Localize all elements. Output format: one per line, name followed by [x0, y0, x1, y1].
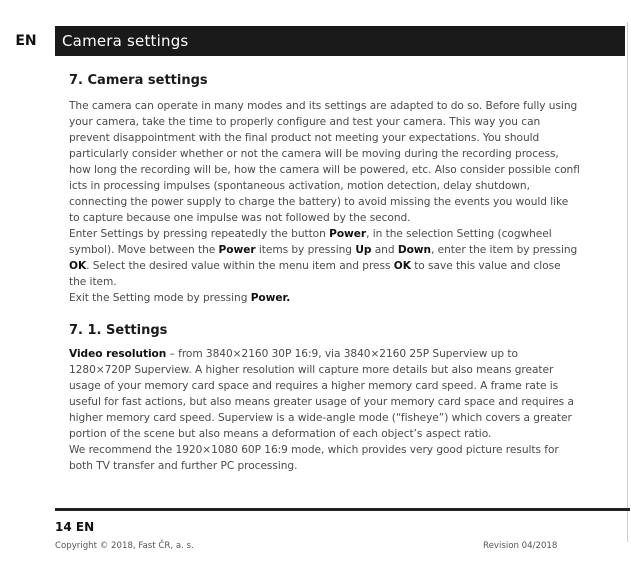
text-run: and [371, 244, 398, 256]
text-run: – from 3840×2160 30P 16:9, via 3840×2160 25P Superview up to 1280×720P Superview. A higher resolution will capture more details but also means greater usage of your memory card space and requires a higher memory card speed. A frame rate is useful for fast actions, but also means greater usage of your memory card space and requires a higher memory card speed. Superview is a wide-angle mode (“fisheye”) which covers a greater portion of the scene but also means a deformation of each object’s aspect ratio. [69, 348, 574, 440]
intro-paragraph: The camera can operate in many modes and its settings are adapted to do so. Before fully using your camera, take the time to properly configure and test your camera. This way you can prevent disappointment with the final product not meeting your expectations. You should particularly consider whether or not the camera will be moving during the recording process, how long the recording will be, how the camera will be powered, etc. Also consider possible confl icts in processing impulses (spontaneous activation, motion detection, delay shutdown, connecting the power supply to charge the battery) to avoid missing the events you would like to capture because one impulse was not followed by the second. [69, 100, 580, 224]
bold-up: Up [355, 244, 372, 256]
bold-power: Power [218, 244, 256, 256]
bold-ok: OK [69, 260, 87, 272]
header-title: Camera settings [62, 32, 189, 50]
bold-down: Down [397, 244, 432, 256]
language-tab: EN [15, 33, 37, 49]
bold-video-resolution: Video resolution [69, 348, 167, 360]
footer-rule [55, 508, 630, 511]
revision-text: Revision 04/2018 [483, 541, 558, 551]
page-number: 14 EN [55, 520, 95, 534]
bold-ok: OK [393, 260, 411, 272]
recommendation-paragraph: We recommend the 1920×1080 60P 16:9 mode, which provides very good picture results for both TV transfer and further PC processing. [69, 444, 559, 472]
exit-settings-paragraph [69, 290, 581, 306]
text-run: to save this value and close the item. [69, 260, 561, 288]
text-run: , in the selection Setting (cogwheel symbol). Move between the [69, 228, 552, 256]
document-body [69, 72, 581, 474]
text-run: items by pressing [255, 244, 356, 256]
section-heading-settings: 7. 1. Settings [69, 323, 168, 338]
bold-power: Power. [250, 292, 291, 304]
page-edge-line [627, 22, 628, 542]
text-run: . Select the desired value within the menu item and press [86, 260, 394, 272]
bold-power: Power [329, 228, 367, 240]
copyright-text: Copyright © 2018, Fast ČR, a. s. [55, 541, 194, 551]
text-run: Enter Settings by pressing repeatedly the button [69, 228, 330, 240]
header-bar [55, 26, 625, 56]
text-run: , enter the item by pressing [431, 244, 578, 256]
enter-settings-paragraph [69, 226, 581, 290]
section-heading-camera-settings: 7. Camera settings [69, 73, 208, 88]
text-run: Exit the Setting mode by pressing [69, 292, 251, 304]
video-resolution-paragraph [69, 346, 581, 442]
